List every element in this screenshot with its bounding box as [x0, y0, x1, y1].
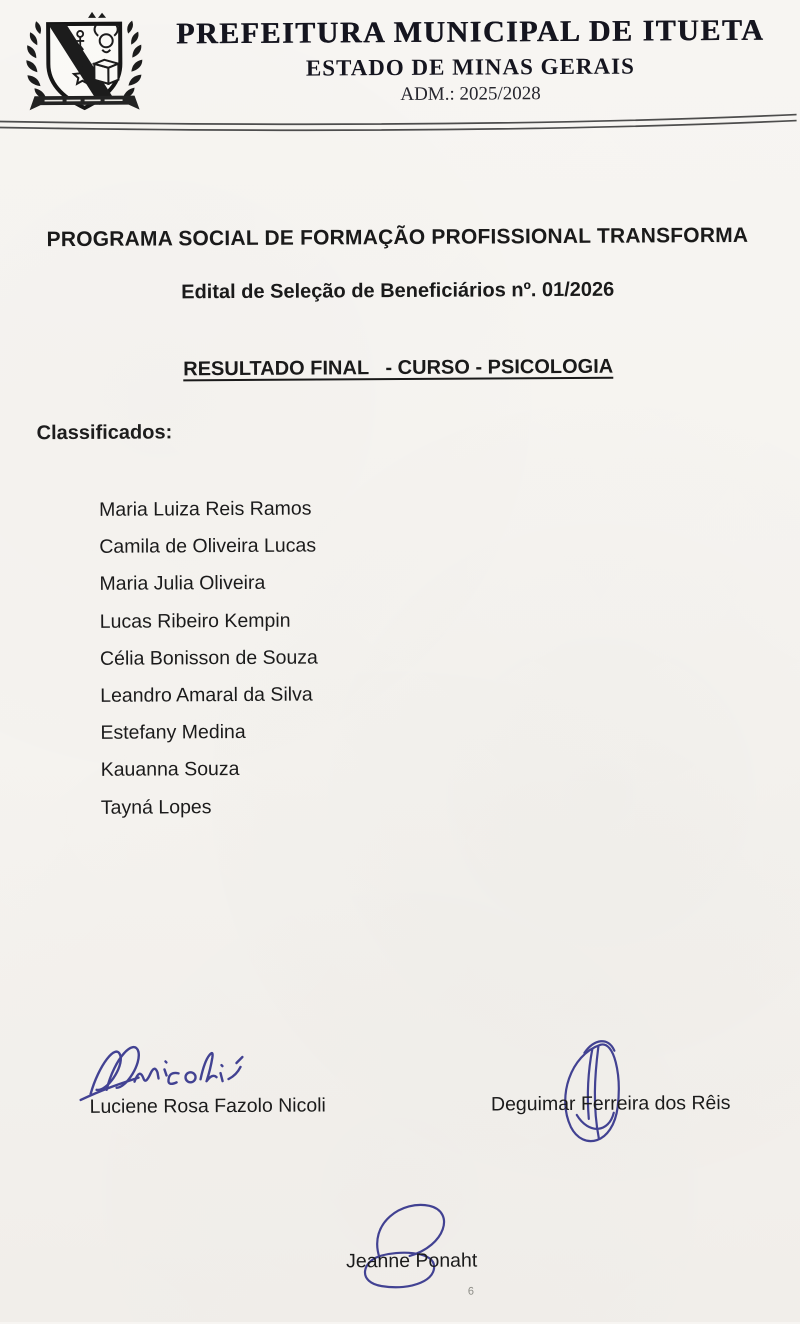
classified-name: Tayná Lopes: [100, 795, 212, 819]
classified-name: Camila de Oliveira Lucas: [99, 534, 317, 559]
classified-name: Estefany Medina: [100, 721, 246, 745]
municipality-title: PREFEITURA MUNICIPAL DE ITUETA: [176, 13, 765, 51]
state-title: ESTADO DE MINAS GERAIS: [305, 53, 635, 81]
signature-ink-jeanne-icon: [339, 1196, 472, 1295]
classified-name: Kauanna Souza: [100, 758, 240, 782]
scan-artifact-mark: 6: [467, 1285, 475, 1298]
classified-name: Maria Luiza Reis Ramos: [99, 497, 312, 521]
classified-name: Leandro Amaral da Silva: [100, 683, 313, 707]
letterhead: [146, 14, 795, 108]
classified-name: Maria Julia Oliveira: [99, 572, 266, 596]
program-title: PROGRAMA SOCIAL DE FORMAÇÃO PROFISSIONAL TRANSFORMA: [46, 223, 749, 252]
administration-term: ADM.: 2025/2028: [400, 83, 541, 105]
result-title: RESULTADO FINAL - CURSO - PSICOLOGIA: [183, 355, 614, 381]
classified-name: Lucas Ribeiro Kempin: [99, 609, 291, 633]
signatory-name: Jeanne Ponaht: [345, 1249, 478, 1273]
signatory-name: Deguimar Ferreira dos Rêis: [490, 1091, 731, 1116]
classified-names-list: [99, 491, 319, 827]
edital-subtitle: Edital de Seleção de Beneficiários nº. 01/2026: [181, 278, 615, 304]
header-divider: [0, 110, 797, 141]
classified-name: Célia Bonisson de Souza: [99, 646, 318, 670]
signatory-name: Luciene Rosa Fazolo Nicoli: [89, 1094, 326, 1118]
classified-label: Classificados:: [36, 421, 173, 445]
municipal-coat-of-arms-icon: [24, 10, 145, 125]
